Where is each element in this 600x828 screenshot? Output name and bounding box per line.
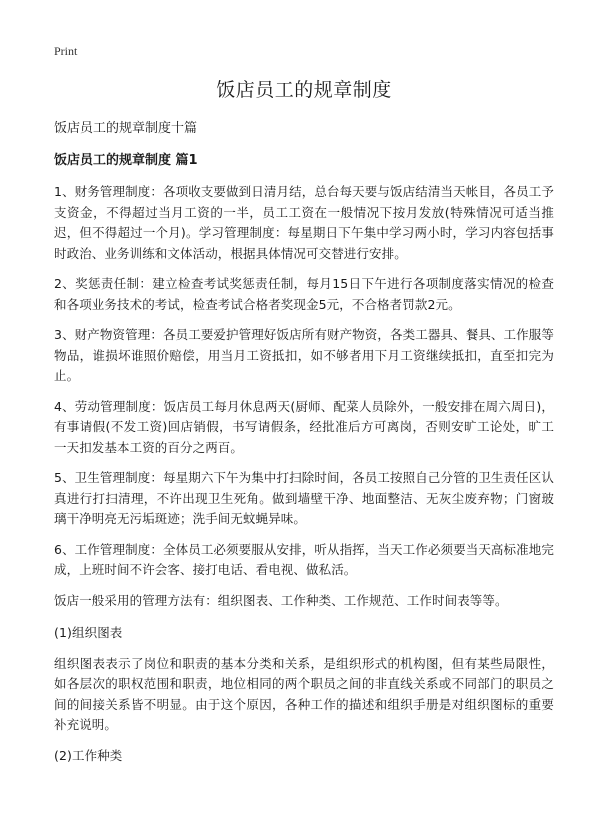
paragraph-finance: 1、财务管理制度：各项收支要做到日清月结，总台每天要与饭店结清当天帐目，各员工予支资金，不得超过当月工资的一半，员工工资在一般情况下按月发放(特殊情况可适当推迟，但不得超过一个月)。学习管理制度：每星期日下午集中学习两小时，学习内容包括事时政治、业务训练和文体活动，根据具体情况可交替进行安排。 — [54, 184, 554, 261]
paragraph-hygiene: 5、卫生管理制度：每星期六下午为集中打扫除时间，各员工按照自己分管的卫生责任区认真进行打扫清理，不许出现卫生死角。做到墙壁干净、地面整洁、无灰尘废弃物；门窗玻璃干净明亮无污垢斑迹；洗手间无蚊蝇异味。 — [54, 470, 554, 526]
paragraph-org-chart: 组织图表表示了岗位和职责的基本分类和关系，是组织形式的机构图，但有某些局限性，如各层次的职权范围和职责，地位相同的两个职员之间的非直线关系或不同部门的职员之间的间接关系皆不明显。由于这个原因，各种工作的描述和组织手册是对组织图标的重要补充说明。 — [54, 655, 554, 732]
document-title: 饭店员工的规章制度 — [216, 79, 392, 101]
paragraph-work: 6、工作管理制度：全体员工必须要服从安排，听从指挥，当天工作必须要当天高标准地完成，上班时间不许会客、接打电话、看电视、做私活。 — [54, 541, 554, 577]
section-heading: 饭店员工的规章制度 篇1 — [54, 153, 198, 168]
list-heading-org-chart: (1)组织图表 — [54, 625, 123, 640]
paragraph-property: 3、财产物资管理：各员工要爱护管理好饭店所有财产物资，各类工器具、餐具、工作服等物品，谁损坏谁照价赔偿，用当月工资抵扣，如不够者用下月工资继续抵扣，直至扣完为止。 — [54, 327, 554, 383]
paragraph-labor: 4、劳动管理制度：饭店员工每月休息两天(厨师、配菜人员除外，一般安排在周六周日)，有事请假(不发工资)回店销假，书写请假条，经批准后方可离岗，否则安旷工论处，旷工一天扣发基本工资的百分之两百。 — [54, 398, 554, 455]
paragraph-methods: 饭店一般采用的管理方法有：组织图表、工作种类、工作规范、工作时间表等等。 — [54, 592, 508, 608]
print-label: Print — [54, 44, 78, 58]
document-subtitle: 饭店员工的规章制度十篇 — [54, 121, 198, 136]
list-heading-job-types: (2)工作种类 — [54, 747, 123, 763]
paragraph-reward-penalty: 2、奖惩责任制：建立检查考试奖惩责任制，每月15日下午进行各项制度落实情况的检查和各项业务技术的考试，检查考试合格者奖现金5元，不合格者罚款2元。 — [54, 276, 554, 312]
